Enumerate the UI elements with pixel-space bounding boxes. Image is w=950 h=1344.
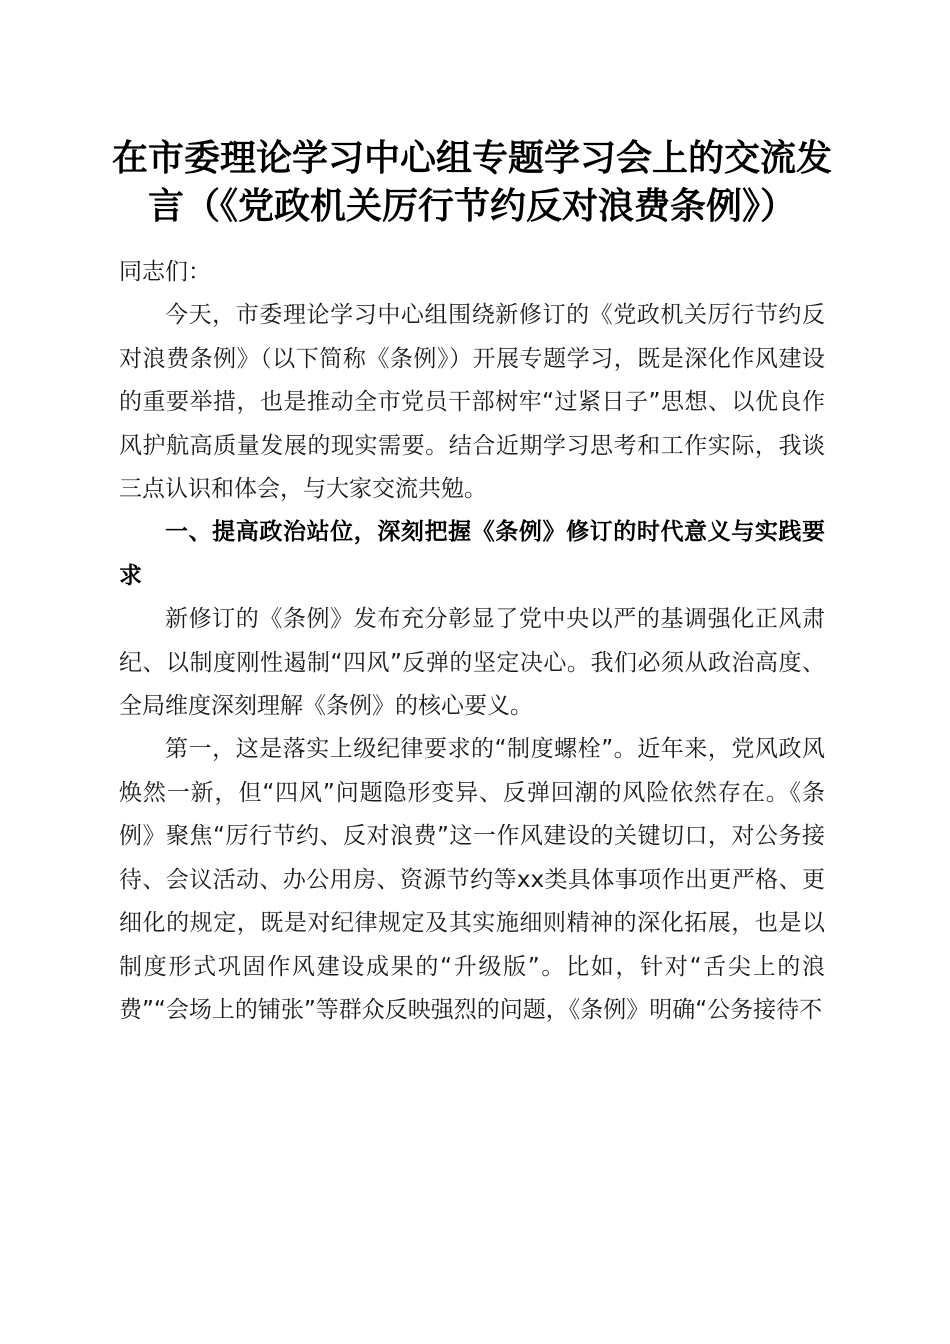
paragraph-point-1: 第一，这是落实上级纪律要求的“制度螺栓”。近年来，党风政风焕然一新，但“四风”问题隐形变异、反弹回潮的风险依然存在。《条例》聚焦“厉行节约、反对浪费”这一作风建设的关键切口，对公务接待、会议活动、办公用房、资源节约等xx类具体事项作出更严格、更细化的规定，既是对纪律规定及其实施细则精神的深化拓展，也是以制度形式巩固作风建设成果的“升级版”。比如，针对“舌尖上的浪费”“会场上的铺张”等群众反映强烈的问题，《条例》明确“公务接待不 <box>119 736 825 1023</box>
paragraph-intro: 今天，市委理论学习中心组围绕新修订的《党政机关厉行节约反对浪费条例》（以下简称《条例》）开展专题学习，既是深化作风建设的重要举措，也是推动全市党员干部树牢“过紧日子”思想、以优良作风护航高质量发展的现实需要。结合近期学习思考和工作实际，我谈三点认识和体会，与大家交流共勉。 <box>119 302 825 503</box>
document-body <box>119 251 825 1032</box>
document-title: 在市委理论学习中心组专题学习会上的交流发言（《党政机关厉行节约反对浪费条例》） <box>112 137 833 227</box>
paragraph-section-1-intro: 新修订的《条例》发布充分彰显了党中央以严的基调强化正风肃纪、以制度刚性遏制“四风”反弹的坚定决心。我们必须从政治高度、全局维度深刻理解《条例》的核心要义。 <box>119 606 825 720</box>
salutation: 同志们： <box>119 259 211 285</box>
section-heading-1: 一、提高政治站位，深刻把握《条例》修订的时代意义与实践要求 <box>119 519 825 589</box>
